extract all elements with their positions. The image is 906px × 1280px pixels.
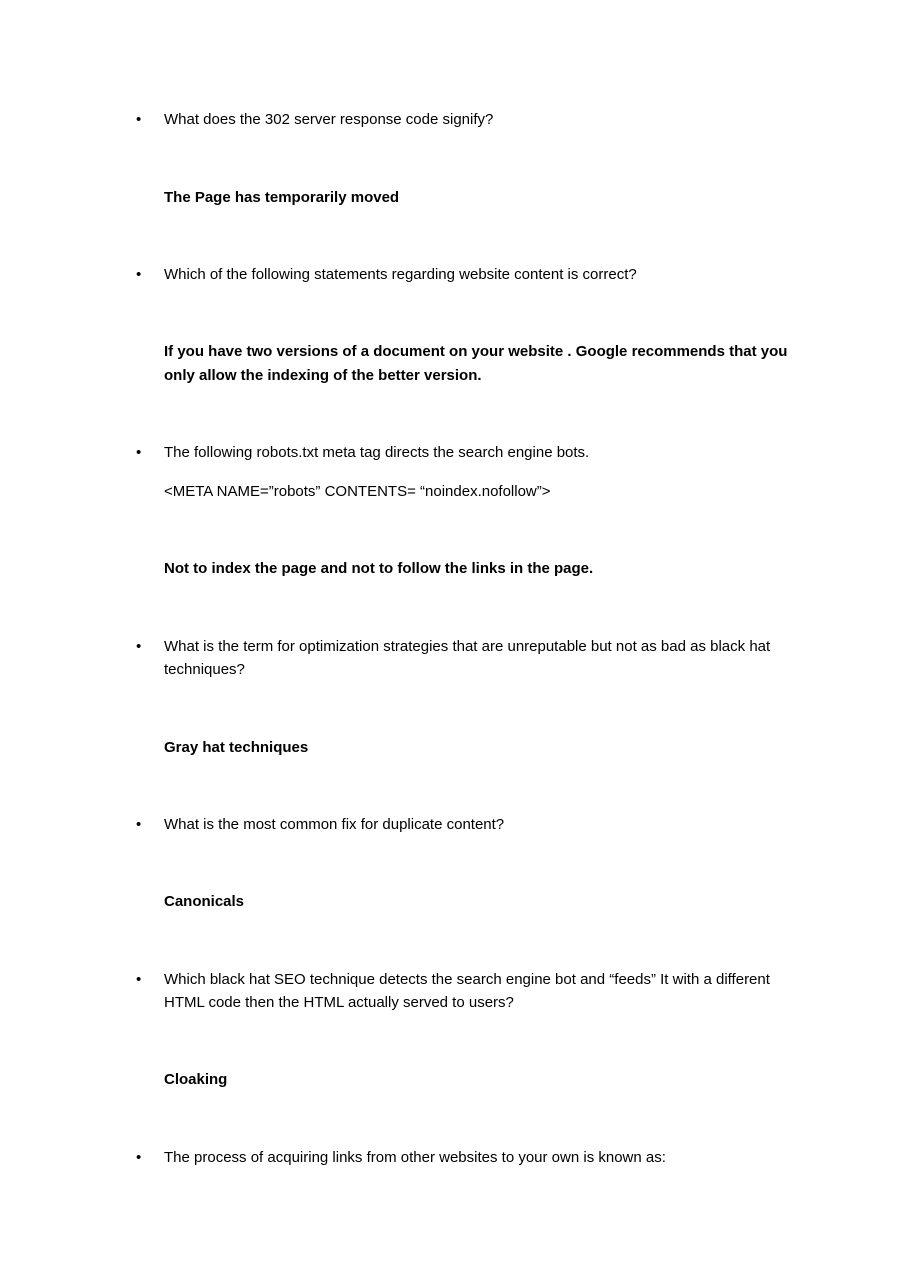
question-7: The process of acquiring links from other websites to your own is known as: [164,1149,666,1166]
code-snippet-3: <META NAME=”robots” CONTENTS= “noindex.nofollow”> [164,483,551,500]
bullet-3: • [136,444,142,461]
answer-6: Cloaking [164,1071,228,1088]
answer-4: Gray hat techniques [164,739,309,756]
question-6-line-1: Which black hat SEO technique detects the search engine bot and “feeds” It with a different [164,971,770,988]
bullet-2: • [136,266,142,283]
bullet-6: • [136,971,142,988]
answer-2-line-1: If you have two versions of a document on your website . Google recommends that you [164,343,788,360]
question-4-line-2: techniques? [164,661,245,678]
answer-1: The Page has temporarily moved [164,189,400,206]
question-2: Which of the following statements regarding website content is correct? [164,266,637,283]
question-1: What does the 302 server response code signify? [164,111,494,128]
question-6-line-2: HTML code then the HTML actually served to users? [164,994,514,1011]
question-4-line-1: What is the term for optimization strategies that are unreputable but not as bad as black hat [164,638,771,655]
bullet-7: • [136,1149,142,1166]
question-5: What is the most common fix for duplicate content? [164,816,505,833]
answer-3: Not to index the page and not to follow the links in the page. [164,560,594,577]
answer-5: Canonicals [164,893,245,910]
answer-2-line-2: only allow the indexing of the better version. [164,367,482,384]
bullet-5: • [136,816,142,833]
bullet-4: • [136,638,142,655]
bullet-1: • [136,111,142,128]
question-3: The following robots.txt meta tag directs the search engine bots. [164,444,590,461]
